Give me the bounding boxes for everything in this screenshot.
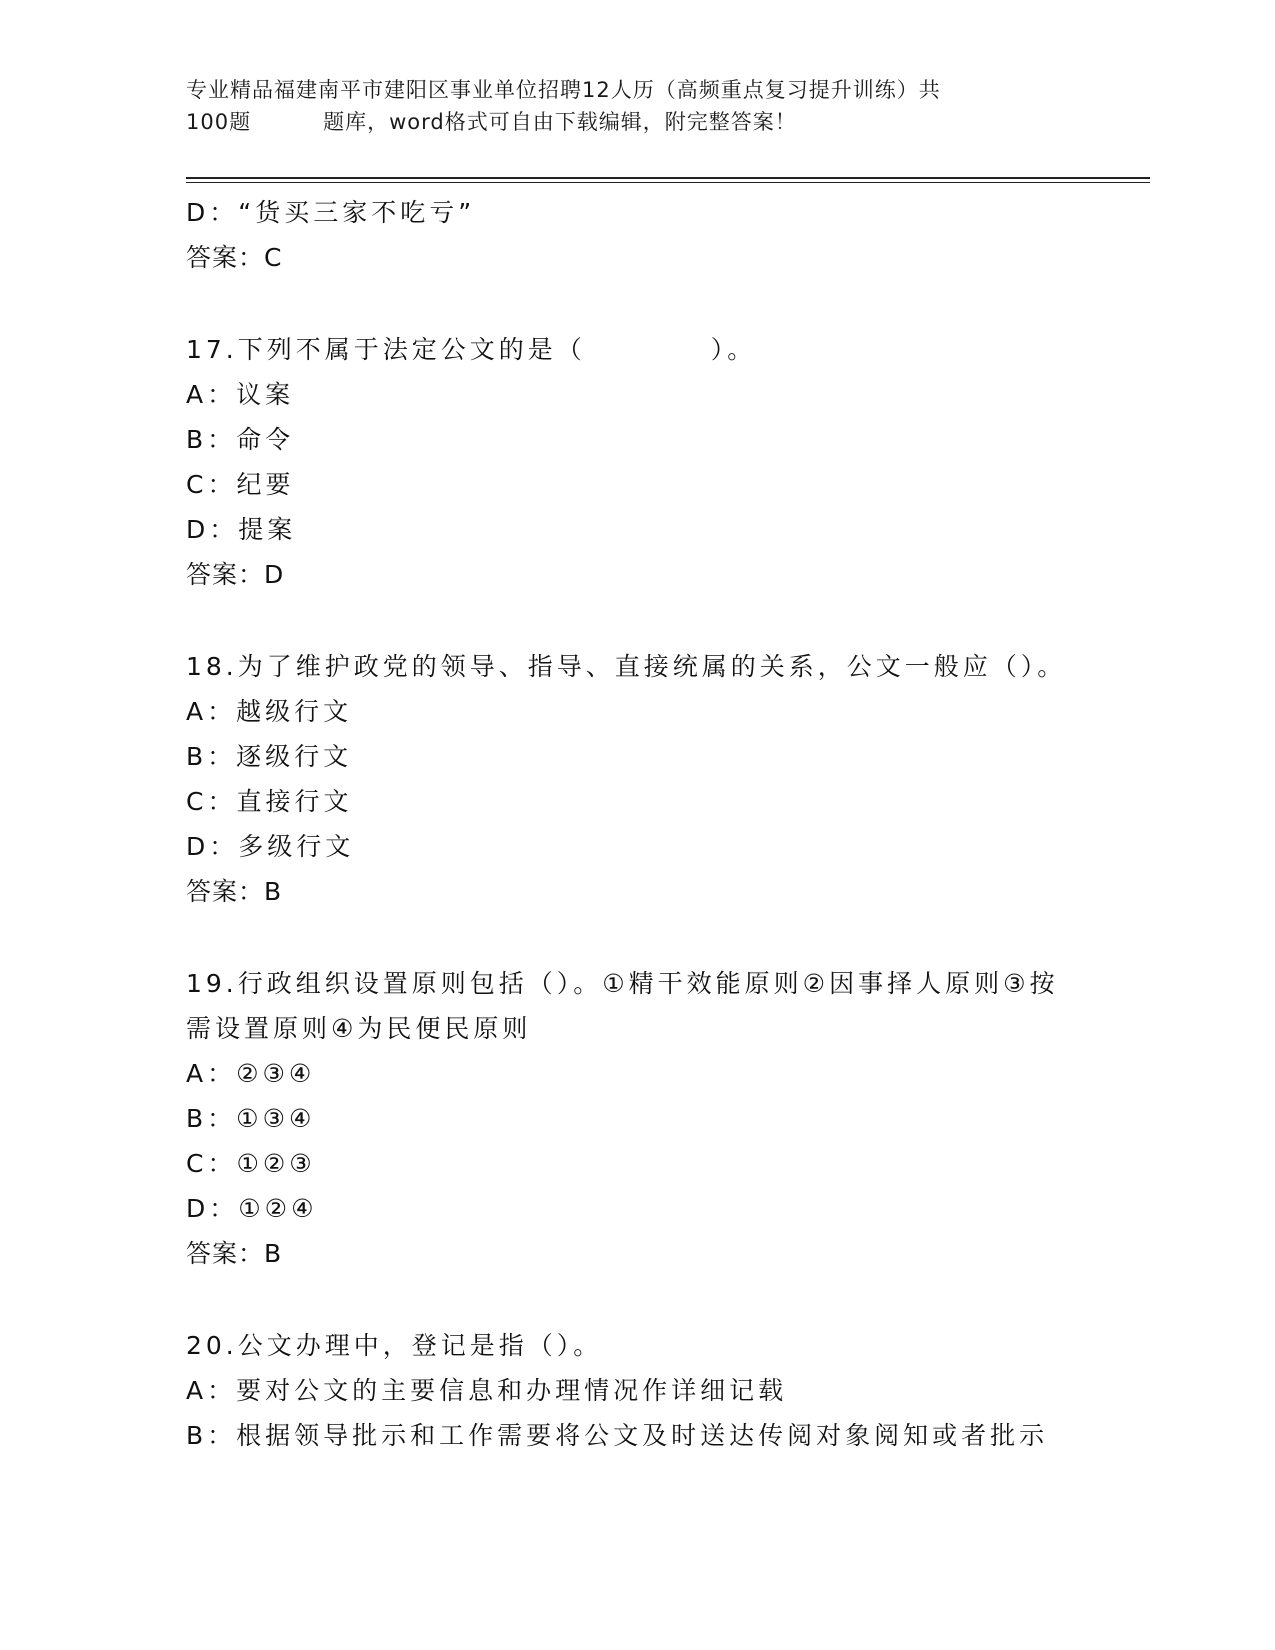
document-body bbox=[186, 190, 1086, 1458]
question-stem-line-2: 需设置原则④为民便民原则 bbox=[186, 1014, 532, 1043]
spacer bbox=[186, 597, 1086, 644]
question-stem: 20.公文办理中，登记是指（）。 bbox=[186, 1331, 603, 1360]
header-line-1: 专业精品福建南平市建阳区事业单位招聘12人历（高频重点复习提升训练）共 bbox=[186, 78, 941, 102]
header-line-2-count: 100题 bbox=[186, 110, 252, 134]
option-b: B：逐级行文 bbox=[186, 742, 353, 771]
option-b: B：①③④ bbox=[186, 1104, 316, 1133]
option-a: A：要对公文的主要信息和办理情况作详细记载 bbox=[186, 1376, 788, 1405]
answer: 答案：B bbox=[186, 877, 283, 906]
option-d: D：“货买三家不吃亏” bbox=[186, 198, 476, 227]
spacer bbox=[186, 280, 1086, 327]
question-stem: 18.为了维护政党的领导、指导、直接统属的关系，公文一般应（）。 bbox=[186, 652, 1067, 681]
option-c: C：①②③ bbox=[186, 1149, 316, 1178]
header-line-2-desc: 题库，word格式可自由下载编辑，附完整答案！ bbox=[323, 110, 797, 134]
question-19 bbox=[186, 961, 1086, 1276]
answer: 答案：B bbox=[186, 1239, 283, 1268]
option-c: C：直接行文 bbox=[186, 787, 353, 816]
spacer bbox=[186, 914, 1086, 961]
option-d: D：多级行文 bbox=[186, 832, 355, 861]
question-16-tail bbox=[186, 190, 1086, 280]
spacer bbox=[186, 1276, 1086, 1323]
question-stem bbox=[186, 327, 1086, 372]
option-b: B：根据领导批示和工作需要将公文及时送达传阅对象阅知或者批示 bbox=[186, 1421, 1049, 1450]
question-stem-line-1: 19.行政组织设置原则包括（）。①精干效能原则②因事择人原则③按 bbox=[186, 969, 1059, 998]
option-a: A：议案 bbox=[186, 380, 295, 409]
question-20 bbox=[186, 1323, 1086, 1458]
header-line-2 bbox=[186, 106, 1066, 138]
stem-part-1: 17.下列不属于法定公文的是（ bbox=[186, 335, 586, 364]
option-c: C：纪要 bbox=[186, 470, 295, 499]
option-d: D：提案 bbox=[186, 515, 297, 544]
stem-part-2: ）。 bbox=[710, 335, 757, 364]
option-b: B：命令 bbox=[186, 425, 295, 454]
header-divider bbox=[186, 177, 1150, 183]
option-d: D：①②④ bbox=[186, 1194, 318, 1223]
question-18 bbox=[186, 644, 1086, 914]
option-a: A：②③④ bbox=[186, 1059, 316, 1088]
option-a: A：越级行文 bbox=[186, 697, 353, 726]
question-17 bbox=[186, 327, 1086, 597]
answer: 答案：D bbox=[186, 560, 285, 589]
page-header bbox=[186, 74, 1066, 138]
answer: 答案：C bbox=[186, 243, 283, 272]
